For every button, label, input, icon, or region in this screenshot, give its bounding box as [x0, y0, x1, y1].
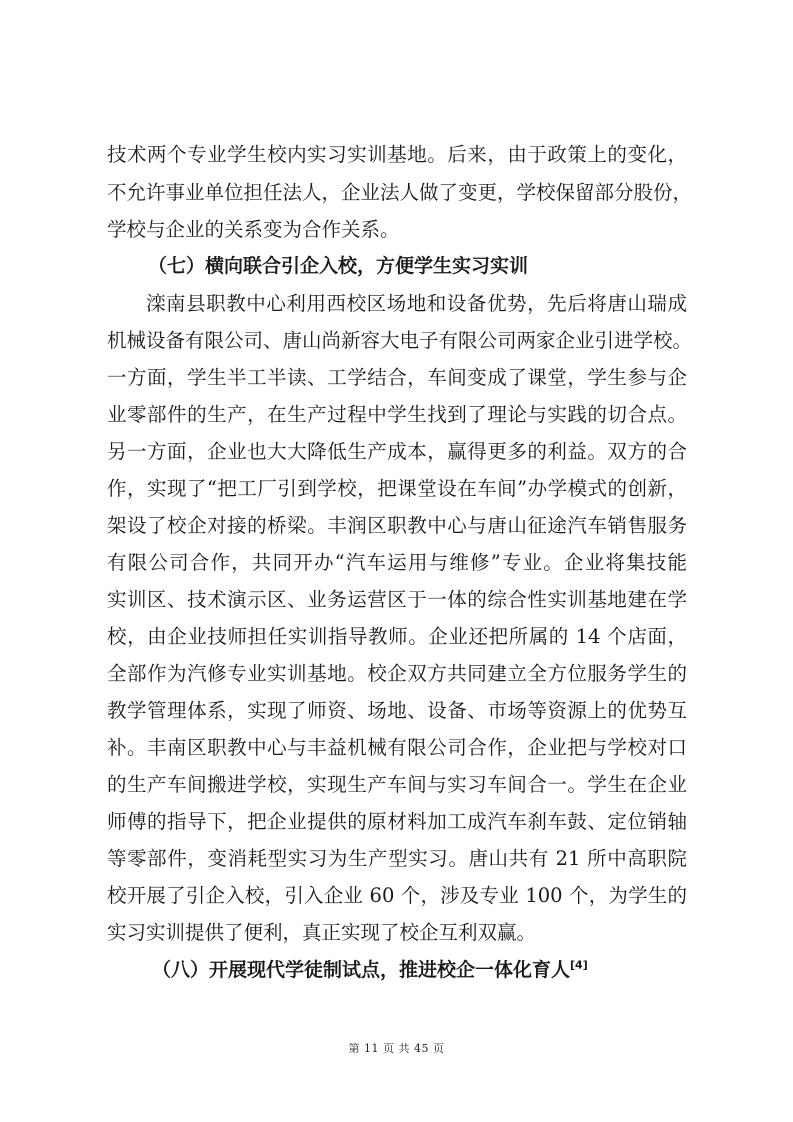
body-line: 实训区、技术演示区、业务运营区于一体的综合性实训基地建在学 — [107, 588, 687, 611]
body-line: 业零部件的生产，在生产过程中学生找到了理论与实践的切合点。 — [107, 403, 687, 426]
body-line: 全部作为汽修专业实训基地。校企双方共同建立全方位服务学生的 — [107, 662, 687, 685]
body-line: 师傅的指导下，把企业提供的原材料加工成汽车刹车鼓、定位销轴 — [107, 810, 687, 833]
section-heading-7: （七）横向联合引企入校，方便学生实习实训 — [148, 255, 529, 277]
body-line: 补。丰南区职教中心与丰益机械有限公司合作，企业把与学校对口 — [107, 736, 687, 759]
section-heading-8 — [152, 951, 692, 989]
body-line: 学校与企业的关系变为合作关系。 — [107, 218, 400, 241]
body-line: 有限公司合作，共同开办“汽车运用与维修”专业。企业将集技能 — [107, 551, 687, 574]
paragraph-first-line: 滦南县职教中心利用西校区场地和设备优势，先后将唐山瑞成 — [146, 292, 687, 315]
body-line: 另一方面，企业也大大降低生产成本，赢得更多的利益。双方的合 — [107, 440, 687, 463]
body-line: 校开展了引企入校，引入企业 60 个，涉及专业 100 个，为学生的 — [107, 884, 687, 907]
body-line: 实习实训提供了便利，真正实现了校企互利双赢。 — [107, 921, 537, 944]
body-line: 的生产车间搬进学校，实现生产车间与实习车间合一。学生在企业 — [107, 773, 687, 796]
body-line: 架设了校企对接的桥梁。丰润区职教中心与唐山征途汽车销售服务 — [107, 514, 687, 537]
citation-marker: [4] — [570, 958, 588, 972]
body-line: 机械设备有限公司、唐山尚新容大电子有限公司两家企业引进学校。 — [107, 329, 693, 352]
body-line: 不允许事业单位担任法人，企业法人做了变更，学校保留部分股份， — [107, 181, 693, 204]
body-line: 等零部件，变消耗型实习为生产型实习。唐山共有 21 所中高职院 — [107, 847, 687, 870]
body-line: 一方面，学生半工半读、工学结合，车间变成了课堂，学生参与企 — [107, 366, 687, 389]
body-line: 校，由企业技师担任实训指导教师。企业还把所属的 14 个店面， — [107, 625, 687, 648]
section-heading-8-text: （八）开展现代学徒制试点，推进校企一体化育人 — [152, 959, 571, 981]
body-line: 教学管理体系，实现了师资、场地、设备、市场等资源上的优势互 — [107, 699, 687, 722]
body-line: 作，实现了“把工厂引到学校，把课堂设在车间”办学模式的创新， — [107, 477, 687, 500]
body-line: 技术两个专业学生校内实习实训基地。后来，由于政策上的变化， — [107, 143, 687, 166]
page-footer: 第 11 页 共 45 页 — [348, 1042, 445, 1055]
